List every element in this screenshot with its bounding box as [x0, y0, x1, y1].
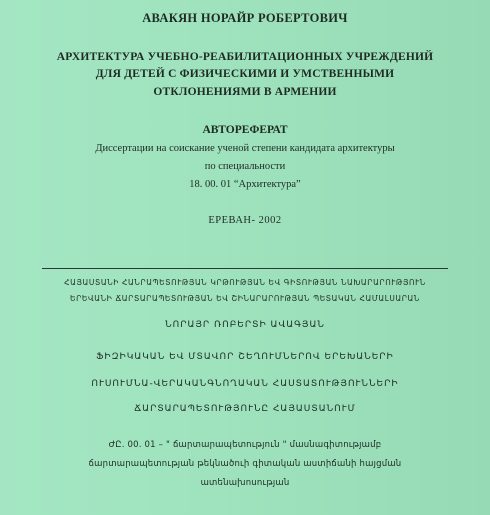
abstract-label-ru: АВТОРЕФЕРАТ: [202, 124, 288, 136]
title-line-1-hy: ՖԻԶԻԿԱԿԱՆ ԵՎ ՄՏԱՎՈՐ ՇԵՂՈՒՄՆԵՐՈՎ ԵՐԵԽԱՆԵՐԻ: [96, 352, 394, 362]
subtitle-line-3-hy: ատենախոսության: [200, 478, 290, 488]
subtitle-line-3-ru: 18. 00. 01 “Архитектура”: [189, 179, 301, 190]
section-divider: [42, 268, 448, 269]
title-line-1-ru: АРХИТЕКТУРА УЧЕБНО-РЕАБИЛИТАЦИОННЫХ УЧРЕЖДЕНИЙ: [56, 51, 434, 63]
title-line-2-hy: ՈՒՍՈՒՄՆԱ-ՎԵՐԱԿԱՆԳՆՈՂԱԿԱՆ ՀԱՍՏԱՏՈՒԹՅՈՒՆՆԵՐԻ: [91, 379, 399, 389]
subtitle-line-1-hy: ԺԸ. 00. 01 – " ճարտարապետություն " մասնագիտությամբ: [108, 440, 382, 450]
title-line-2-ru: ДЛЯ ДЕТЕЙ С ФИЗИЧЕСКИМИ И УМСТВЕННЫМИ: [95, 68, 395, 80]
title-line-3-hy: ՃԱՐՏԱՐԱՊԵՏՈՒԹՅՈՒՆԸ ՀԱՅԱՍՏԱՆՈՒՄ: [134, 404, 356, 414]
author-name-hy: ՆՈՐԱՅՐ ՌՈԲԵՐՏԻ ԱՎԱԳՅԱՆ: [165, 320, 325, 330]
subtitle-line-2-ru: по специальности: [204, 161, 286, 172]
title-line-3-ru: ОТКЛОНЕНИЯМИ В АРМЕНИИ: [153, 86, 337, 98]
city-year-ru: ЕРЕВАН- 2002: [208, 215, 282, 226]
subtitle-line-1-ru: Диссертации на соискание ученой степени кандидата архитектуры: [95, 143, 395, 154]
author-name-ru: АВАКЯН НОРАЙР РОБЕРТОВИЧ: [142, 11, 348, 25]
institution-line-1-hy: ՀԱՅԱՍՏԱՆԻ ՀԱՆՐԱՊԵՏՈՒԹՅԱՆ ԿՐԹՈՒԹՅԱՆ ԵՎ ԳԻՏՈՒԹՅԱՆ ՆԱԽԱՐԱՐՈՒԹՅՈՒՆ: [64, 278, 426, 287]
institution-line-2-hy: ԵՐԵՎԱՆԻ ՃԱՐՏԱՐԱՊԵՏՈՒԹՅԱՆ ԵՎ ՇԻՆԱՐԱՐՈՒԹՅԱՆ ՊԵՏԱԿԱՆ ՀԱՄԱԼՍԱՐԱՆ: [70, 294, 420, 303]
subtitle-line-2-hy: ճարտարապետության թեկնածուի գիտական աստիճանի հայցման: [88, 459, 402, 469]
